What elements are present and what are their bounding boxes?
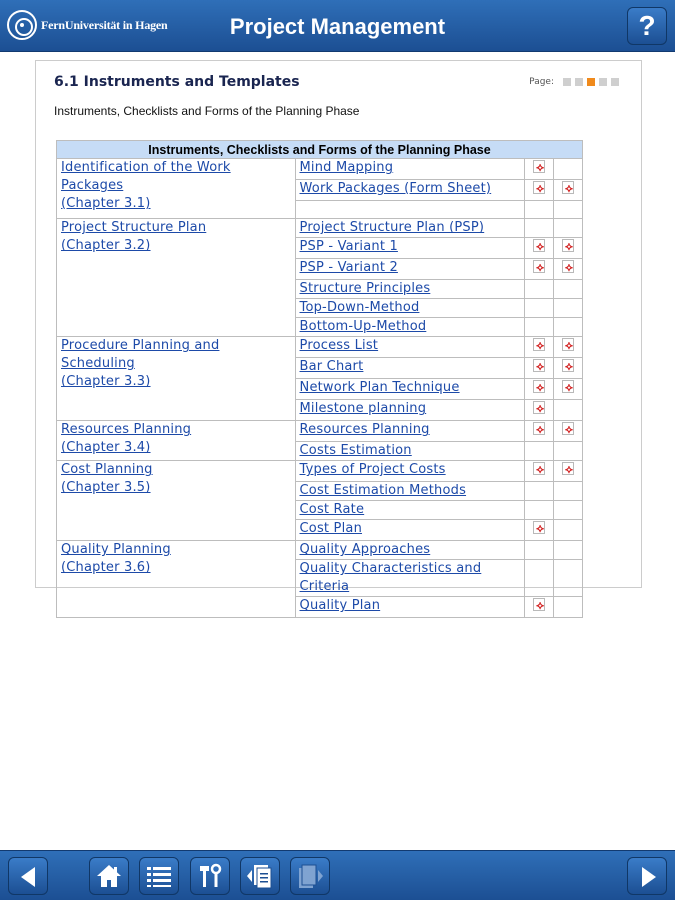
topic-link[interactable]: Project Structure Plan — [61, 220, 206, 235]
pdf-cell — [554, 201, 583, 219]
pdf-icon[interactable] — [562, 338, 574, 351]
instrument-link[interactable]: Milestone planning — [300, 401, 427, 416]
next-chapter-button[interactable] — [290, 857, 330, 895]
section-subtitle: Instruments, Checklists and Forms of the Planning Phase — [54, 104, 359, 118]
instrument-link[interactable]: Cost Estimation Methods — [300, 483, 467, 498]
table-row — [57, 421, 583, 442]
pdf-icon[interactable] — [533, 260, 545, 273]
pdf-icon[interactable] — [533, 338, 545, 351]
topic-cell — [57, 461, 296, 541]
pdf-cell — [554, 461, 583, 482]
top-bar — [0, 0, 675, 52]
pdf-icon[interactable] — [562, 380, 574, 393]
pdf-icon[interactable] — [533, 521, 545, 534]
instrument-cell — [295, 238, 525, 259]
instrument-cell — [295, 541, 525, 560]
pdf-icon[interactable] — [533, 239, 545, 252]
topic-link[interactable]: Resources Planning — [61, 422, 191, 437]
instrument-cell — [295, 318, 525, 337]
instrument-link[interactable]: Network Plan Technique — [300, 380, 460, 395]
topic-link[interactable]: (Chapter 3.2) — [61, 238, 151, 253]
topic-link[interactable]: (Chapter 3.1) — [61, 196, 151, 211]
instrument-cell — [295, 219, 525, 238]
page-dot-active — [587, 78, 595, 86]
topic-link[interactable]: (Chapter 3.6) — [61, 560, 151, 575]
content-card — [35, 60, 642, 588]
instrument-cell — [295, 337, 525, 358]
instrument-cell — [295, 400, 525, 421]
page-indicator — [529, 77, 619, 87]
pdf-icon[interactable] — [533, 422, 545, 435]
brand-name: FernUniversität in Hagen — [41, 18, 168, 33]
instrument-cell — [295, 299, 525, 318]
topic-link[interactable]: (Chapter 3.5) — [61, 480, 151, 495]
pdf-cell — [554, 482, 583, 501]
section-title: 6.1 Instruments and Templates — [54, 74, 300, 90]
instrument-link[interactable]: Resources Planning — [300, 422, 430, 437]
pdf-cell — [554, 180, 583, 201]
instrument-link[interactable]: Quality Plan — [300, 598, 381, 613]
pdf-cell — [525, 337, 554, 358]
instrument-cell — [295, 597, 525, 618]
instrument-link[interactable]: Costs Estimation — [300, 443, 412, 458]
pdf-cell — [525, 259, 554, 280]
instrument-link[interactable]: Project Structure Plan (PSP) — [300, 220, 485, 235]
pdf-icon[interactable] — [562, 359, 574, 372]
pdf-cell — [525, 379, 554, 400]
pdf-cell — [525, 541, 554, 560]
pdf-cell — [554, 400, 583, 421]
instrument-cell — [295, 482, 525, 501]
instrument-cell — [295, 201, 525, 219]
pdf-cell — [525, 560, 554, 597]
table-body — [57, 159, 583, 618]
tools-button[interactable] — [190, 857, 230, 895]
tools-icon — [195, 862, 225, 890]
pdf-icon[interactable] — [533, 181, 545, 194]
topic-cell — [57, 159, 296, 219]
instrument-link[interactable]: Cost Plan — [300, 521, 363, 536]
instrument-cell — [295, 461, 525, 482]
pdf-cell — [525, 482, 554, 501]
topic-cell — [57, 337, 296, 421]
instrument-cell — [295, 159, 525, 180]
instrument-cell — [295, 259, 525, 280]
table-row — [57, 219, 583, 238]
instrument-link[interactable]: PSP - Variant 1 — [300, 239, 398, 254]
topic-link[interactable]: Identification of the Work — [61, 160, 231, 175]
instrument-link[interactable]: Process List — [300, 338, 379, 353]
instrument-cell — [295, 560, 525, 597]
page-dot — [599, 78, 607, 86]
pdf-cell — [525, 159, 554, 180]
next-page-button[interactable] — [627, 857, 667, 895]
planning-table — [56, 140, 583, 618]
pdf-cell — [554, 379, 583, 400]
instrument-link[interactable]: Quality Approaches — [300, 542, 431, 557]
topic-cell — [57, 421, 296, 461]
home-icon — [94, 862, 124, 890]
pdf-cell — [554, 280, 583, 299]
instrument-link[interactable]: Types of Project Costs — [300, 462, 446, 477]
topic-link[interactable]: (Chapter 3.4) — [61, 440, 151, 455]
pdf-cell — [554, 541, 583, 560]
pdf-cell — [525, 520, 554, 541]
arrow-right-icon — [642, 867, 656, 887]
pdf-cell — [525, 501, 554, 520]
pdf-icon[interactable] — [533, 401, 545, 414]
topic-link[interactable]: Cost Planning — [61, 462, 153, 477]
pdf-icon[interactable] — [533, 380, 545, 393]
instrument-link[interactable]: Quality Characteristics and Criteria — [300, 561, 482, 594]
pdf-cell — [554, 299, 583, 318]
instrument-cell — [295, 358, 525, 379]
pdf-cell — [554, 238, 583, 259]
pdf-cell — [554, 597, 583, 618]
page-dots — [559, 78, 619, 86]
pdf-cell — [554, 520, 583, 541]
page-back-icon — [245, 862, 275, 890]
list-icon — [144, 863, 174, 889]
instrument-cell — [295, 280, 525, 299]
pdf-icon[interactable] — [562, 239, 574, 252]
page-dot — [563, 78, 571, 86]
instrument-link[interactable]: Top-Down-Method — [300, 300, 420, 315]
pdf-cell — [554, 358, 583, 379]
contents-list-button[interactable] — [139, 857, 179, 895]
pdf-cell — [525, 180, 554, 201]
topic-link[interactable]: Scheduling — [61, 356, 135, 371]
arrow-left-icon — [21, 867, 35, 887]
pdf-icon[interactable] — [533, 160, 545, 173]
pdf-cell — [525, 238, 554, 259]
instrument-link[interactable]: Cost Rate — [300, 502, 365, 517]
instrument-cell — [295, 520, 525, 541]
instrument-cell — [295, 421, 525, 442]
pdf-icon[interactable] — [562, 260, 574, 273]
instrument-link[interactable]: Mind Mapping — [300, 160, 394, 175]
pdf-cell — [554, 318, 583, 337]
pdf-icon[interactable] — [533, 462, 545, 475]
pdf-cell — [554, 337, 583, 358]
bottom-toolbar — [0, 850, 675, 900]
app-title: Project Management — [0, 0, 675, 52]
pdf-cell — [525, 442, 554, 461]
topic-link[interactable]: Procedure Planning and — [61, 338, 219, 353]
pdf-icon[interactable] — [562, 422, 574, 435]
table-row — [57, 541, 583, 560]
pdf-cell — [554, 159, 583, 180]
topic-cell — [57, 219, 296, 337]
instrument-link[interactable]: Bar Chart — [300, 359, 364, 374]
instrument-link[interactable]: PSP - Variant 2 — [300, 260, 398, 275]
topic-cell — [57, 541, 296, 618]
pdf-cell — [554, 259, 583, 280]
page-indicator-label: Page: — [529, 77, 554, 87]
pdf-icon[interactable] — [533, 359, 545, 372]
topic-link[interactable]: Quality Planning — [61, 542, 171, 557]
topic-link[interactable]: (Chapter 3.3) — [61, 374, 151, 389]
pdf-cell — [554, 442, 583, 461]
page-dot — [611, 78, 619, 86]
table-header-row — [57, 141, 583, 159]
help-button[interactable]: ? — [627, 7, 667, 45]
pdf-cell — [525, 421, 554, 442]
table-row — [57, 159, 583, 180]
pdf-icon[interactable] — [562, 462, 574, 475]
page-dot — [575, 78, 583, 86]
instrument-cell — [295, 379, 525, 400]
pdf-cell — [525, 358, 554, 379]
pdf-icon[interactable] — [562, 181, 574, 194]
pdf-cell — [525, 400, 554, 421]
pdf-icon[interactable] — [533, 598, 545, 611]
table-header: Instruments, Checklists and Forms of the Planning Phase — [57, 141, 583, 159]
pdf-cell — [525, 219, 554, 238]
topic-link[interactable]: Packages — [61, 178, 123, 193]
pdf-cell — [554, 501, 583, 520]
previous-chapter-button[interactable] — [240, 857, 280, 895]
pdf-cell — [525, 280, 554, 299]
prev-page-button[interactable] — [8, 857, 48, 895]
pdf-cell — [525, 318, 554, 337]
instrument-cell — [295, 501, 525, 520]
table-row — [57, 337, 583, 358]
pdf-cell — [554, 560, 583, 597]
pdf-cell — [525, 201, 554, 219]
page-forward-icon — [295, 862, 325, 890]
instrument-link[interactable]: Work Packages (Form Sheet) — [300, 181, 492, 196]
pdf-cell — [554, 219, 583, 238]
pdf-cell — [525, 461, 554, 482]
instrument-cell — [295, 442, 525, 461]
pdf-cell — [525, 299, 554, 318]
pdf-cell — [525, 597, 554, 618]
instrument-cell — [295, 180, 525, 201]
pdf-cell — [554, 421, 583, 442]
home-button[interactable] — [89, 857, 129, 895]
instrument-link[interactable]: Bottom-Up-Method — [300, 319, 427, 334]
instrument-link[interactable]: Structure Principles — [300, 281, 431, 296]
table-row — [57, 461, 583, 482]
